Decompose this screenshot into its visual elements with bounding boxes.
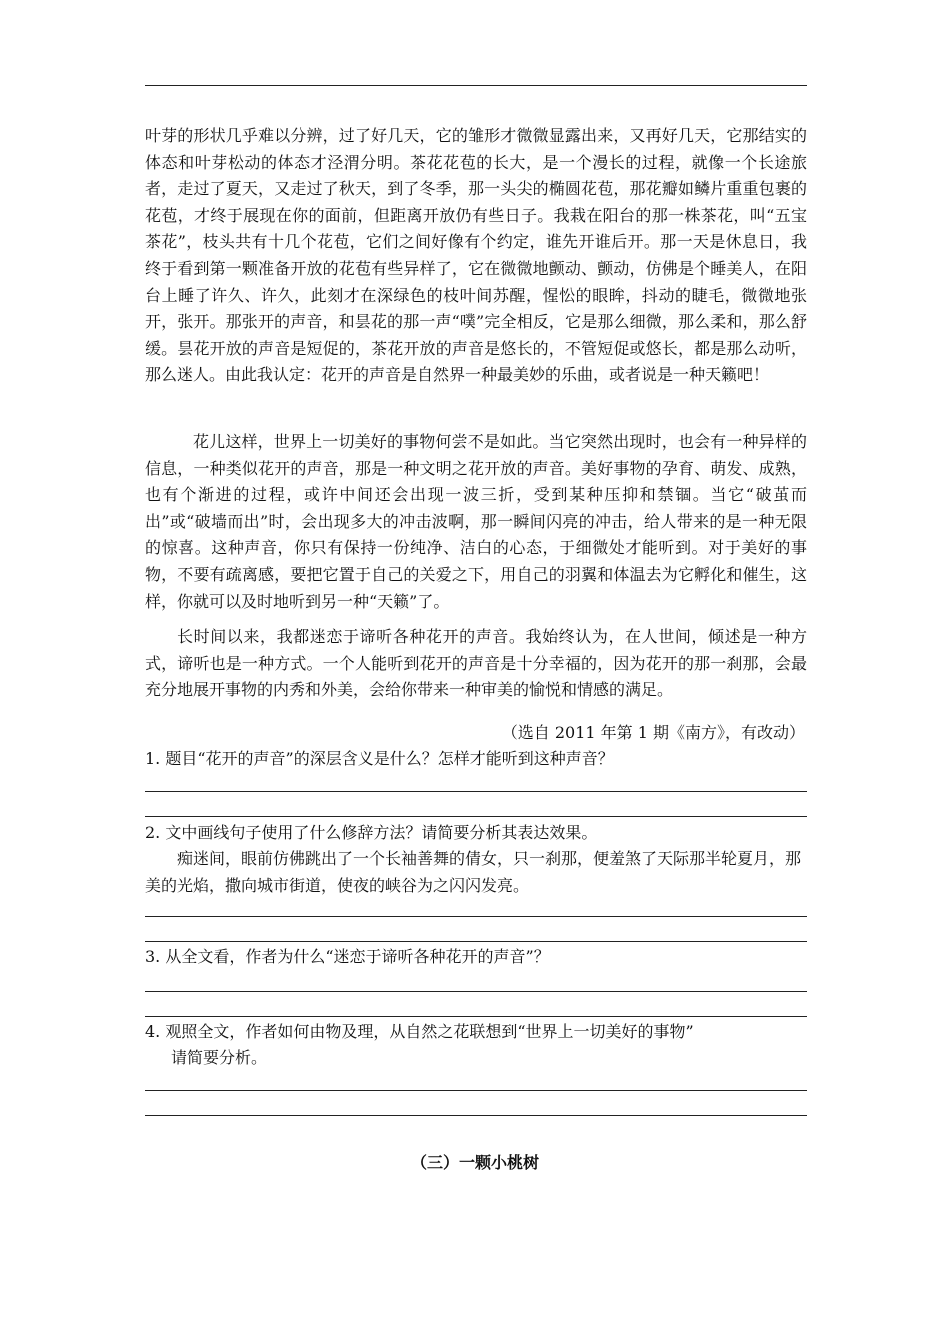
question-4-line-1: 4. 观照全文，作者如何由物及理，从自然之花联想到“世界上一切美好的事物”	[145, 1022, 694, 1041]
question-2: 2. 文中画线句子使用了什么修辞方法？请简要分析其表达效果。	[145, 823, 598, 842]
question-1: 1. 题目“花开的声音”的深层含义是什么？怎样才能听到这种声音？	[145, 749, 614, 768]
header-rule	[145, 85, 807, 86]
answer-line[interactable]	[145, 1090, 807, 1091]
source-citation: （选自 2011 年第 1 期《南方》，有改动）	[501, 723, 805, 742]
answer-line[interactable]	[145, 1016, 807, 1017]
answer-line[interactable]	[145, 1115, 807, 1116]
answer-line[interactable]	[145, 941, 807, 942]
question-4-line-2: 请简要分析。	[171, 1048, 268, 1067]
question-3: 3. 从全文看，作者为什么“迷恋于谛听各种花开的声音”？	[145, 947, 550, 966]
answer-line[interactable]	[145, 816, 807, 817]
answer-line[interactable]	[145, 991, 807, 992]
article-paragraph-3: 长时间以来，我都迷恋于谛听各种花开的声音。我始终认为，在人世间，倾述是一种方式，谛听也是一种方式。一个人能听到花开的声音是十分幸福的，因为花开的那一刹那，会最充分地展开事物的内秀和外美，会给你带来一种审美的愉悦和情感的满足。	[145, 627, 807, 700]
section-title: （三）一颗小桃树	[410, 1153, 539, 1172]
question-4	[145, 1019, 807, 1071]
answer-line[interactable]	[145, 791, 807, 792]
article-paragraph-1: 叶芽的形状几乎难以分辨，过了好几天，它的雏形才微微显露出来，又再好几天，它那结实的体态和叶芽松动的体态才泾渭分明。茶花花苞的长大，是一个漫长的过程，就像一个长途旅者，走过了夏天，又走过了秋天，到了冬季，那一头尖的椭圆花苞，那花瓣如鳞片重重包裹的花苞，才终于展现在你的面前，但距离开放仍有些日子。我栽在阳台的那一株茶花，叫“五宝茶花”，枝头共有十几个花苞，它们之间好像有个约定，谁先开谁后开。那一天是休息日，我终于看到第一颗准备开放的花苞有些异样了，它在微微地颤动、颤动，仿佛是个睡美人，在阳台上睡了许久、许久，此刻才在深绿色的枝叶间苏醒，惺忪的眼眸，抖动的睫毛，微微地张开，张开。那张开的声音，和昙花的那一声“噗”完全相反，它是那么细微，那么柔和，那么舒缓。昙花开放的声音是短促的，茶花开放的声音是悠长的，不管短促或悠长，都是那么动听，那么迷人。由此我认定：花开的声音是自然界一种最美妙的乐曲，或者说是一种天籁吧！	[145, 126, 807, 385]
underlined-sentence: 痴迷间，眼前仿佛跳出了一个长袖善舞的倩女，只一刹那，便羞煞了天际那半轮夏月，那美的光焰，撒向城市街道，使夜的峡谷为之闪闪发亮。	[145, 849, 802, 895]
article-paragraph-2: 花儿这样，世界上一切美好的事物何尝不是如此。当它突然出现时，也会有一种异样的信息，一种类似花开的声音，那是一种文明之花开放的声音。美好事物的孕育、萌发、成熟，也有个渐进的过程，或许中间还会出现一波三折，受到某种压抑和禁锢。当它“破茧而出”或“破墙而出”时，会出现多大的冲击波啊，那一瞬间闪亮的冲击，给人带来的是一种无限的惊喜。这种声音，你只有保持一份纯净、洁白的心态，于细微处才能听到。对于美好的事物，不要有疏离感，要把它置于自己的关爱之下，用自己的羽翼和体温去为它孵化和催生，这样，你就可以及时地听到另一种“天籁”了。	[145, 432, 807, 611]
answer-line[interactable]	[145, 916, 807, 917]
